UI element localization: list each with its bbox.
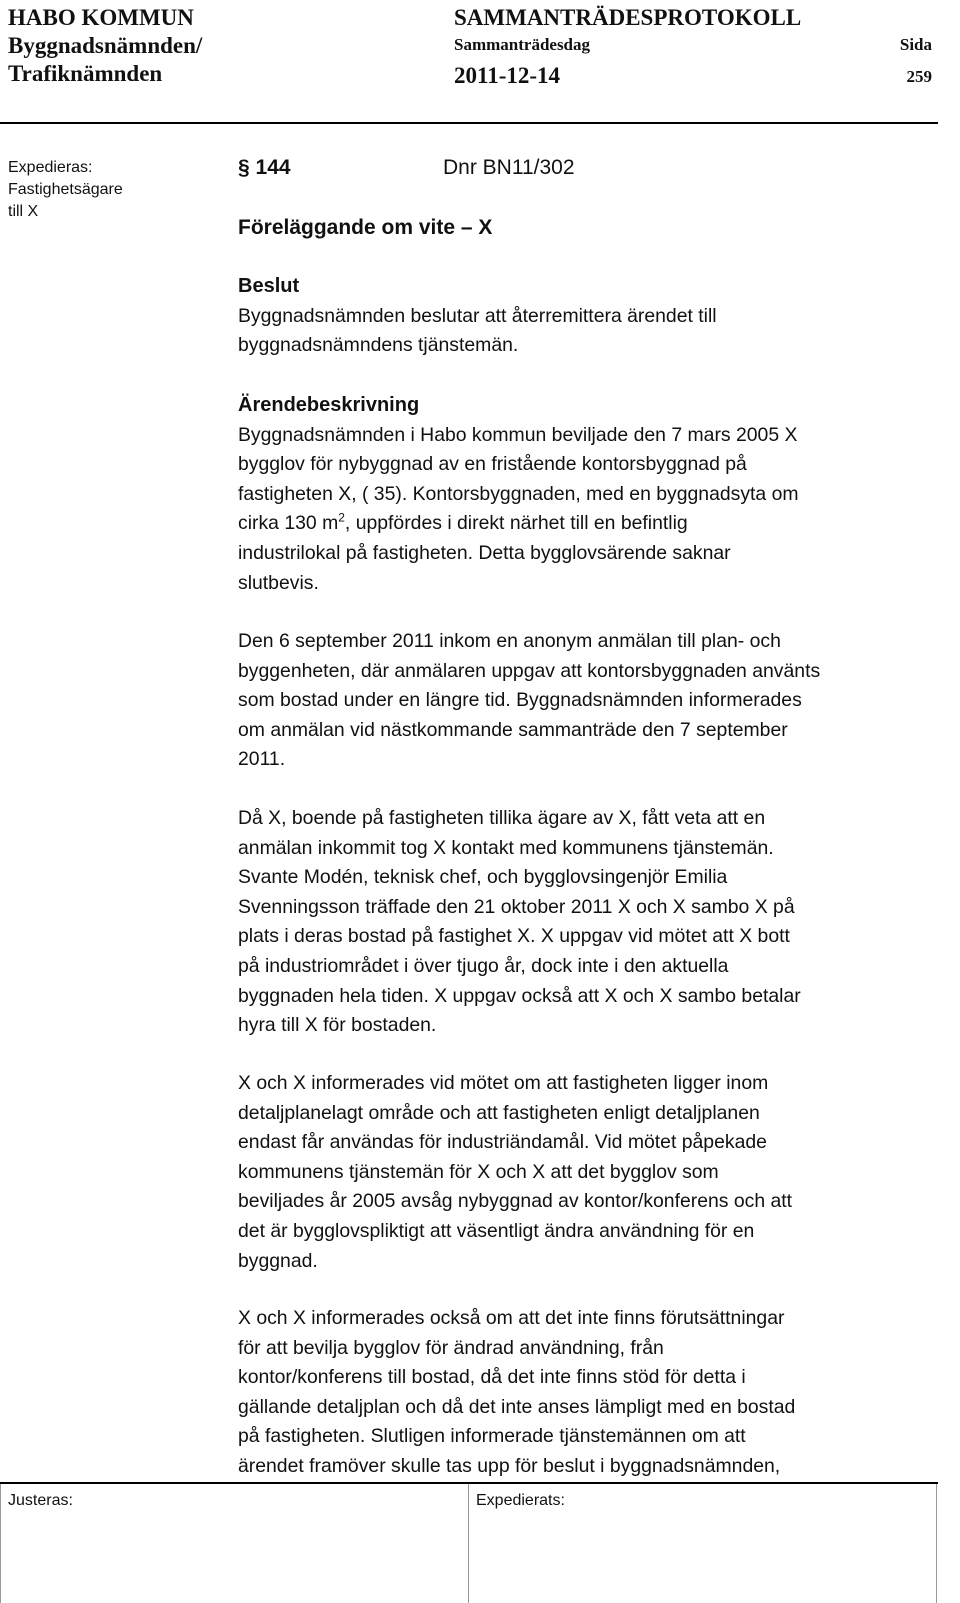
- decision-heading: Beslut: [238, 275, 300, 297]
- text-line: det är bygglovspliktigt att väsentligt ändra användning för en: [238, 1219, 755, 1242]
- text-line: byggnaden hela tiden. X uppgav också att X och X sambo betalar: [238, 984, 801, 1007]
- text-line: byggenheten, där anmälaren uppgav att kontorsbyggnaden använts: [238, 659, 821, 682]
- text-line: bygglov för nybyggnad av en fristående kontorsbyggnad på: [238, 453, 747, 476]
- case-description-heading: Ärendebeskrivning: [238, 394, 420, 416]
- text-line: för att bevilja bygglov för ändrad användning, från: [238, 1336, 664, 1359]
- text-line: som bostad under en längre tid. Byggnadsnämnden informerades: [238, 689, 802, 712]
- text-line: hyra till X för bostaden.: [238, 1014, 437, 1037]
- page-title: Föreläggande om vite – X: [238, 216, 493, 239]
- text-line: 2011.: [238, 748, 286, 771]
- text-line: beviljades år 2005 avsåg nybyggnad av kontor/konferens och att: [238, 1190, 793, 1213]
- text-line: industrilokal på fastigheten. Detta bygglovsärende saknar: [238, 541, 731, 564]
- footer-border-left: [0, 1484, 1, 1603]
- text-line: endast får användas för industriändamål. Vid mötet påpekade: [238, 1131, 767, 1154]
- paragraph-1: [238, 421, 918, 599]
- document-type: SAMMANTRÄDESPROTOKOLL: [454, 5, 802, 30]
- text-line: plats i deras bostad på fastighet X. X uppgav vid mötet att X bott: [238, 925, 790, 948]
- distribution-note: [8, 157, 123, 223]
- text-line: på industriområdet i över tjugo år, dock inte i den aktuella: [238, 954, 729, 977]
- dispatched-label: Expedierats:: [476, 1492, 565, 1509]
- committee-name: Byggnadsnämnden/: [8, 33, 203, 58]
- paragraph-2: [238, 627, 918, 775]
- text-line: Svenningsson träffade den 21 oktober 2011 X och X sambo X på: [238, 895, 795, 918]
- text-line: slutbevis.: [238, 571, 319, 594]
- footer-border-right: [936, 1484, 937, 1603]
- text-line: på fastigheten. Slutligen informerade tjänstemännen om att: [238, 1425, 746, 1448]
- paragraph-5: [238, 1304, 918, 1482]
- case-number: Dnr BN11/302: [443, 156, 575, 179]
- text-line: Byggnadsnämnden beslutar att återremittera ärendet till: [238, 304, 717, 327]
- text-line: om anmälan vid nästkommande sammanträde den 7 september: [238, 718, 788, 741]
- paragraph-3: [238, 804, 918, 1041]
- text-line: gällande detaljplan och då det inte anses lämpligt med en bostad: [238, 1395, 796, 1418]
- paragraph-number: 144: [255, 156, 291, 179]
- document-type-block: [454, 4, 801, 90]
- text-line: Den 6 september 2011 inkom en anonym anmälan till plan- och: [238, 630, 781, 652]
- text-line: byggnadsnämndens tjänstemän.: [238, 334, 519, 357]
- verification-label: Justeras:: [8, 1492, 73, 1509]
- text-line: detaljplanelagt område och att fastigheten enligt detaljplanen: [238, 1101, 760, 1124]
- text-line: Svante Modén, teknisk chef, och bygglovsingenjör Emilia: [238, 866, 728, 889]
- paragraph-4: [238, 1069, 918, 1276]
- decision-section: [238, 272, 918, 361]
- page-number-block: [900, 4, 932, 88]
- text-line: Då X, boende på fastigheten tillika ägare av X, fått veta att en: [238, 807, 766, 829]
- text-fragment: cirka 130 m: [238, 512, 339, 535]
- page-label: Sida: [899, 35, 932, 54]
- paragraph-header: [238, 154, 575, 182]
- text-line: fastigheten X, ( 35). Kontorsbyggnaden, med en byggnadsyta om: [238, 482, 799, 505]
- section-symbol: §: [238, 156, 250, 179]
- text-line: X och X informerades också om att det inte finns förutsättningar: [238, 1307, 785, 1329]
- distribution-recipient-2: till X: [8, 203, 39, 220]
- text-line: anmälan inkommit tog X kontakt med kommunens tjänstemän.: [238, 836, 774, 859]
- footer-divider: [0, 1482, 938, 1484]
- distribution-label: Expedieras:: [8, 159, 93, 176]
- page-number: 259: [906, 67, 932, 86]
- text-line: ärendet framöver skulle tas upp för beslut i byggnadsnämnden,: [238, 1454, 781, 1477]
- text-line: byggnad.: [238, 1249, 318, 1272]
- header-divider: [0, 122, 938, 124]
- text-fragment: , uppfördes i direkt närhet till en befintlig: [344, 512, 688, 535]
- meeting-date: 2011-12-14: [454, 63, 561, 88]
- text-line: X och X informerades vid mötet om att fastigheten ligger inom: [238, 1072, 769, 1094]
- text-line: Byggnadsnämnden i Habo kommun beviljade den 7 mars 2005 X: [238, 423, 798, 446]
- distribution-recipient: Fastighetsägare: [8, 181, 123, 198]
- meeting-date-label: Sammanträdesdag: [454, 35, 591, 54]
- case-description-section: [238, 391, 918, 598]
- text-line: kontor/konferens till bostad, då det inte finns stöd för detta i: [238, 1366, 746, 1389]
- text-line-with-superscript: [238, 509, 918, 539]
- footer-border-middle: [468, 1484, 469, 1603]
- org-name: HABO KOMMUN: [8, 5, 194, 30]
- organization-block: [8, 4, 202, 88]
- text-line: kommunens tjänstemän för X och X att det bygglov som: [238, 1160, 719, 1183]
- committee-name-2: Trafiknämnden: [8, 61, 163, 86]
- superscript: 2: [338, 510, 345, 525]
